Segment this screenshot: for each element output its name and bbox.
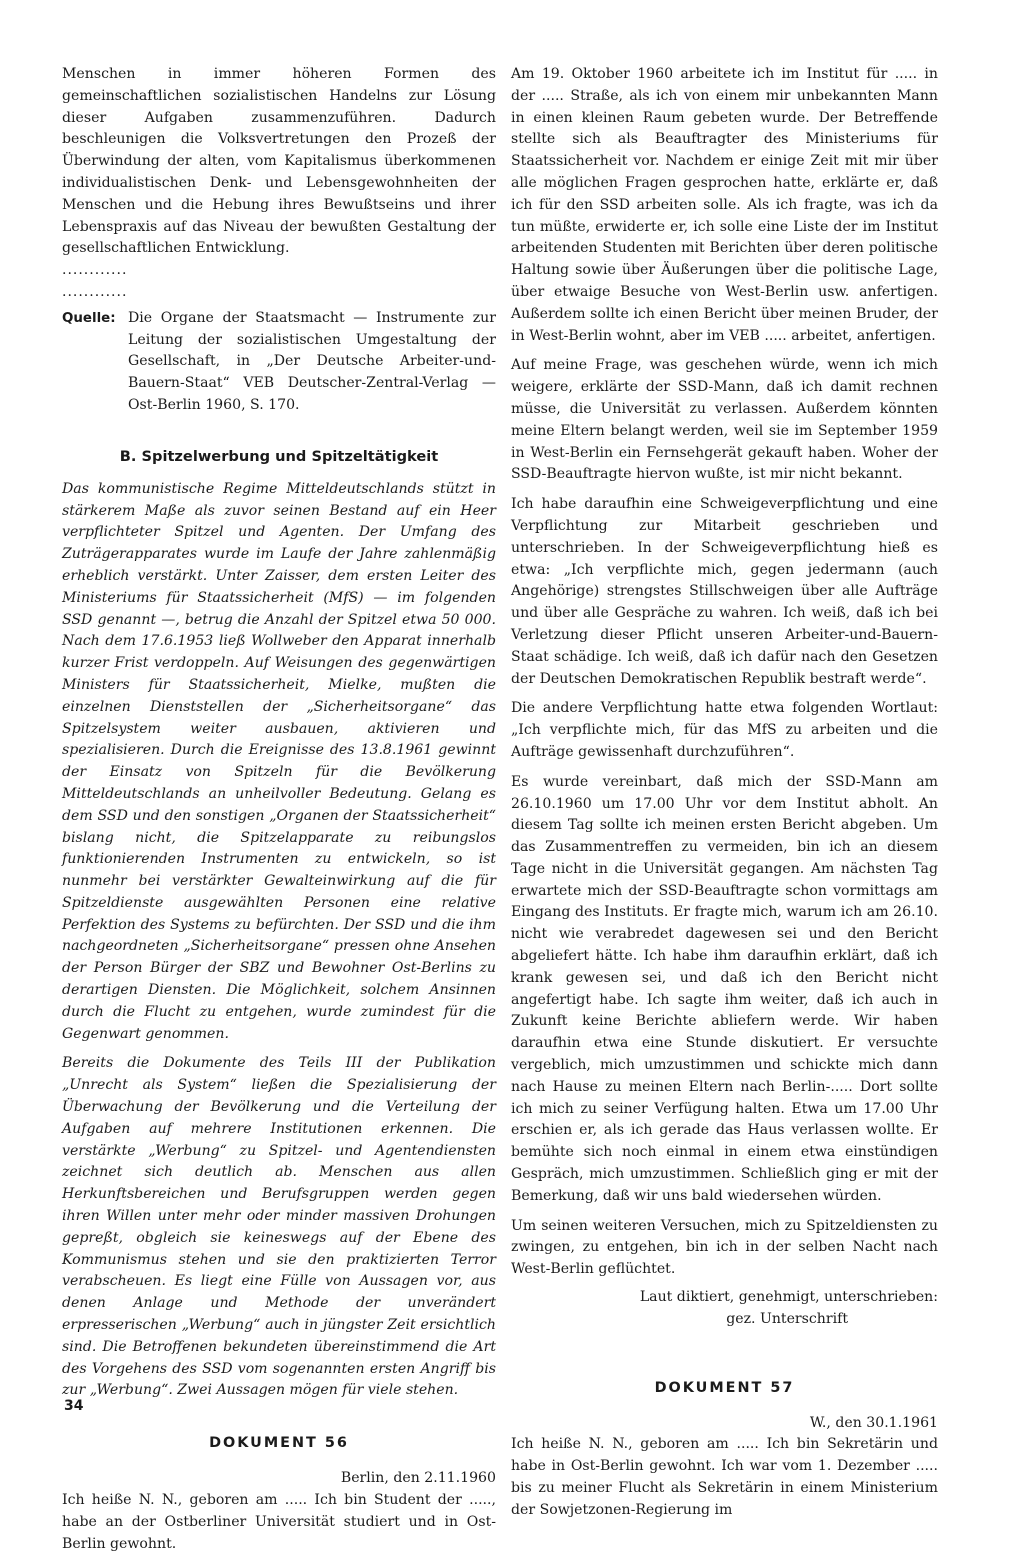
section-intro — [62, 479, 496, 1402]
document-paragraph: Ich heiße N. N., geboren am ..... Ich bin Student der ....., habe an der Ostberliner Universität studiert und in Ost-Berlin gewohnt. — [62, 1492, 496, 1552]
document-paragraph: Um seinen weiteren Versuchen, mich zu Spitzeldiensten zu zwingen, zu entgehen, bin ich in der selben Nacht nach West-Berlin geflüchtet. — [511, 1217, 938, 1278]
document-dateline: Berlin, den 2.11.1960 — [340, 1470, 496, 1487]
document-paragraph: Ich heiße N. N., geboren am ..... Ich bin Sekretärin und habe in Ost-Berlin gewohnt. Ich war vom 1. Dezember ..... bis zu meiner Flucht als Sekretärin in einem Ministerium der Sowjetzonen-Regierung im — [511, 1436, 938, 1518]
intro-paragraph: Bereits die Dokumente des Teils III der Publikation „Unrecht als System“ ließen die Spezialisierung der Überwachung der Bevölkerung und die Verteilung der Aufgaben auf mehrere Institutionen erkennen. Die verstärkte „Werbung“ zu Spitzel- und Agentendiensten zeichnet sich deutlich ab. Menschen aus allen Herkunftsbereichen und Berufsgruppen werden gegen ihren Willen unter mehr oder minder massiven Drohungen gepreßt, obgleich sie keineswegs auf der Ebene des Kommunismus stehen und sie den praktizierten Terror verabscheuen. Es liegt eine Fülle von Aussagen vor, aus denen Anlage und Methode der unverändert erpresserischen „Werbung“ auch in jüngster Zeit ersichtlich sind. Die Betroffenen bekundeten übereinstimmend die Art des Vorgehens des SSD vom sogenannten ersten Angriff bis zur „Werbung“. Zwei Aussagen mögen für viele stehen. — [62, 1055, 496, 1399]
document-paragraph: Die andere Verpflichtung hatte etwa folgenden Wortlaut: „Ich verpflichte mich, für das MfS zu arbeiten und die Aufträge gewissenhaft durchzuführen“. — [511, 700, 938, 760]
signature-name: gez. Unterschrift — [726, 1310, 848, 1327]
intro-paragraph: Das kommunistische Regime Mitteldeutschlands stützt in stärkerem Maße als zuvor seinen Bestand auf ein Heer verpflichteter Spitzel und Agenten. Der Umfang des Zuträgerapparates wurde im Laufe der Jahre zahlenmäßig erheblich verstärkt. Unter Zaisser, dem ersten Leiter des Ministeriums für Staatssicherheit (MfS) — im folgenden SSD genannt —, betrug die Anzahl der Spitzel etwa 50 000. Nach dem 17.6.1953 ließ Wollweber den Apparat innerhalb kurzer Frist verdoppeln. Auf Weisungen des gegenwärtigen Ministers für Staatssicherheit, Mielke, mußten die einzelnen Dienststellen der „Sicherheitsorgane“ das Spitzelsystem weiter ausbauen, aktivieren und spezialisieren. Durch die Ereignisse des 13.8.1961 gewinnt der Einsatz von Spitzeln für die Bevölkerung Mitteldeutschlands an unheilvoller Bedeutung. Gelang es dem SSD und den sonstigen „Organen der Staatssicherheit“ bislang nicht, die Spitzelapparate zu reibungslos funktionierenden Instrumenten zu entwickeln, so ist nunmehr bei verstärkter Gewalteinwirkung auf die für Spitzeldienste ausgewählten Personen eine relative Perfektion des Systems zu befürchten. Der SSD und die ihm nachgeordneten „Sicherheitsorgane“ pressen ohne Ansehen der Person Bürger der SBZ und Bewohner Ost-Berlins zu derartigen Diensten. Die Möglichkeit, solchem Ansinnen durch die Flucht zu entgehen, wurde zumindest für die Gegenwart genommen. — [62, 480, 496, 1042]
ellipsis-line: ............ — [62, 283, 128, 300]
page-number: 34 — [64, 1398, 84, 1414]
ellipsis-line: ............ — [62, 262, 128, 279]
document-heading: DOKUMENT 57 — [654, 1379, 795, 1396]
continuation-paragraph: Menschen in immer höheren Formen des gemeinschaftlichen sozialistischen Handelns zur Lösung dieser Aufgaben zusammenzuführen. Dadurch beschleunigen die Volksvertretungen den Prozeß der Überwindung der alten, vom Kapitalismus überkommenen individualistischen Denk- und Lebensgewohnheiten der Menschen und die Hebung ihres Bewußtseins und ihrer Lebenspraxis auf das Niveau der bewußten Gestaltung der gesellschaftlichen Entwicklung. — [62, 66, 496, 257]
right-column — [511, 64, 938, 1522]
document-paragraph: Am 19. Oktober 1960 arbeitete ich im Institut für ..... in der ..... Straße, als ich von einem mir unbekannten Mann in einen kleinen Raum gebeten wurde. Der Betreffende stellte sich als Beauftragter des Ministeriums für Staatssicherheit vor. Nachdem er einige Zeit mit mir über alle möglichen Fragen gesprochen hatte, erklärte er, daß ich für den SSD arbeiten solle. Als ich fragte, was ich da tun müßte, erwiderte er, ich solle eine Liste der im Institut arbeitenden Studenten mit Berichten über deren politische Haltung sowie über Äußerungen über die politische Lage, über etwaige Besuche von West-Berlin usw. anfertigen. Außerdem sollte ich einen Bericht über meinen Bruder, der in West-Berlin wohnt, aber im VEB ..... arbeitet, anfertigen. — [511, 66, 938, 344]
left-column — [62, 64, 496, 1555]
source-citation — [62, 308, 496, 417]
source-label: Quelle: — [62, 310, 116, 326]
document-dateline: W., den 30.1.1961 — [809, 1414, 938, 1431]
signature-line: Laut diktiert, genehmigt, unterschrieben: — [639, 1289, 938, 1306]
document-paragraph: Ich habe daraufhin eine Schweigeverpflichtung und eine Verpflichtung zur Mitarbeit geschrieben und unterschrieben. In der Schweigeverpflichtung hieß es etwa: „Ich verpflichte mich, gegen jedermann (auch Angehörige) strengstes Stillschweigen über alle Aufträge und über alle Gespräche zu wahren. Ich weiß, daß ich bei Verletzung dieser Pflicht unseren Arbeiter-und-Bauern-Staat schädige. Ich weiß, daß ich dafür nach den Gesetzen der Deutschen Demokratischen Republik bestraft werde“. — [511, 496, 938, 687]
document-paragraph: Auf meine Frage, was geschehen würde, wenn ich mich weigere, erklärte der SSD-Mann, daß ich damit rechnen müsse, die Universität zu verlassen. Außerdem könnten meine Eltern belangt werden, weil sie im September 1959 in West-Berlin ein Fernsehgerät gekauft haben. Woher der SSD-Beauftragte hiervon wußte, ist mir nicht bekannt. — [511, 357, 938, 483]
source-text: Die Organe der Staatsmacht — Instrumente zur Leitung der sozialistischen Umgestaltung der Gesellschaft, in „Der Deutsche Arbeiter-und-Bauern-Staat“ VEB Deutscher-Zentral-Verlag — Ost-Berlin 1960, S. 170. — [128, 309, 496, 413]
document-heading: DOKUMENT 56 — [209, 1435, 349, 1452]
section-heading: B. Spitzelwerbung und Spitzeltätigkeit — [119, 447, 439, 465]
document-paragraph: Es wurde vereinbart, daß mich der SSD-Mann am 26.10.1960 um 17.00 Uhr vor dem Institut abholt. An diesem Tag sollte ich meinen ersten Bericht abgeben. Um das Zusammentreffen zu vermeiden, bin ich an diesem Tage nicht in die Universität gegangen. Am nächsten Tag erwartete mich der SSD-Beauftragte schon vormittags am Eingang des Instituts. Er fragte mich, warum ich am 26.10. nicht wie verabredet dagewesen sei und den Bericht abgeliefert hätte. Ich habe ihm daraufhin erklärt, daß ich krank gewesen sei, und daß ich den Bericht nicht angefertigt habe. Ich sagte ihm weiter, daß ich auch in Zukunft keine Berichte abliefern werde. Wir haben daraufhin etwa eine Stunde diskutiert. Er versuchte vergeblich, mich umzustimmen und schickte mich dann nach Hause zu meinen Eltern nach Berlin-..... Dort sollte ich mich zu seiner Verfügung halten. Etwa um 17.00 Uhr erschien er, als ich gerade das Haus verlassen wollte. Er bemühte sich noch einmal in einem etwa einstündigen Gespräch, mich umzustimmen. Schließlich ging er mit der Bemerkung, daß wir uns bald wiedersehen würden. — [511, 773, 938, 1204]
